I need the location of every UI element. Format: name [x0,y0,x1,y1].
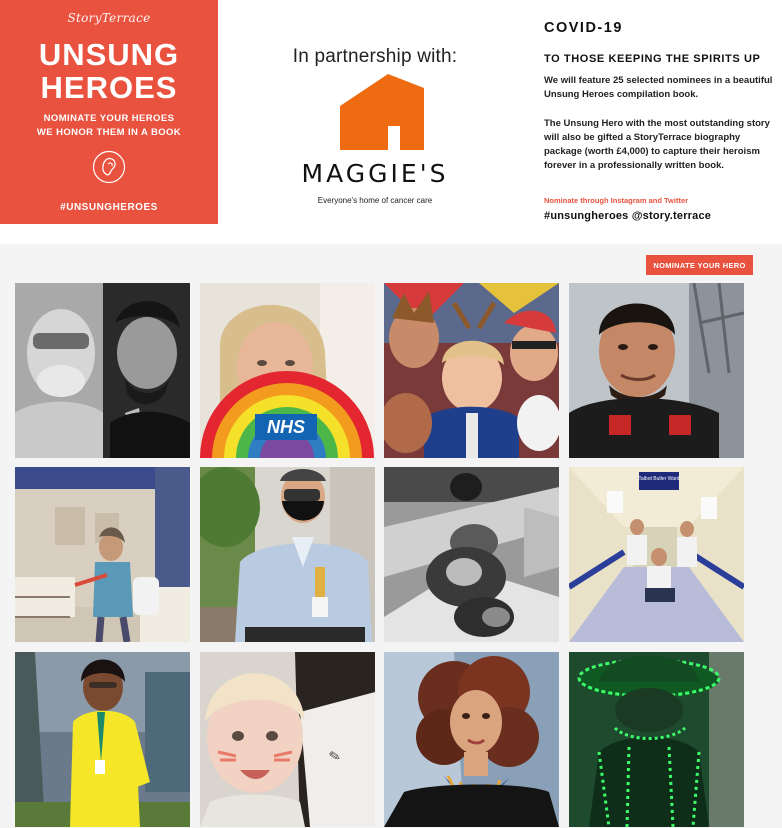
ear-emblem-icon [92,150,126,184]
info-paragraph-2: The Unsung Hero with the most outstanding story will also be gifted a StoryTerrace biography package (worth £4,000) to capture their heroism forever in a professionally written book. [544,118,770,171]
unsung-heroes-banner [0,0,218,224]
banner-title-line1: UNSUNG [38,37,180,72]
covid-heading: COVID-19 [544,20,623,36]
banner-subtitle-line1: NOMINATE YOUR HEROES [43,113,175,124]
shirt-print-icon: ✎ [327,747,343,766]
campaign-info [544,0,776,244]
photo-cleaning-room[interactable] [15,467,190,642]
nhs-badge: NHS [266,417,306,437]
photo-festive-nurses[interactable] [384,283,559,458]
social-handles: #unsungheroes @story.terrace [544,210,712,222]
storyterrace-logo: StoryTerrace [67,11,151,25]
header-band [0,0,782,244]
photo-gallery [0,244,782,828]
photo-toddler[interactable] [200,652,375,827]
nominate-note: Nominate through Instagram and Twitter [544,196,689,205]
info-paragraph-1: We will feature 25 selected nominees in a beautiful Unsung Heroes compilation book. [544,75,773,100]
photo-nhs-rainbow-selfie[interactable] [200,283,375,458]
nominate-your-hero-button[interactable]: NOMINATE YOUR HERO [646,255,753,275]
partnership-heading: In partnership with: [292,46,458,67]
banner-title-line2: HEROES [40,70,178,105]
banner-title [0,38,218,104]
photo-masked-man[interactable] [200,467,375,642]
photo-neon-hat[interactable] [569,652,744,827]
maggies-house-icon [336,72,428,152]
maggies-logo-text: MAGGIE'S [301,159,449,188]
banner-hashtag: #UNSUNGHEROES [60,202,158,213]
photo-nurse-ppe-selfie[interactable] [15,283,190,458]
photo-woman-curly-hair[interactable] [384,652,559,827]
photo-man-selfie[interactable] [569,283,744,458]
ward-sign: Talbot Butler Ward [638,476,680,482]
photo-woman-yellow[interactable] [15,652,190,827]
photo-ward-corridor[interactable] [569,467,744,642]
maggies-tagline: Everyone's home of cancer care [317,196,433,205]
banner-subtitle-line2: WE HONOR THEM IN A BOOK [36,127,182,138]
spirits-heading: TO THOSE KEEPING THE SPIRITS UP [544,53,761,65]
partnership-panel [218,0,532,224]
photo-bw-garden[interactable] [384,467,559,642]
